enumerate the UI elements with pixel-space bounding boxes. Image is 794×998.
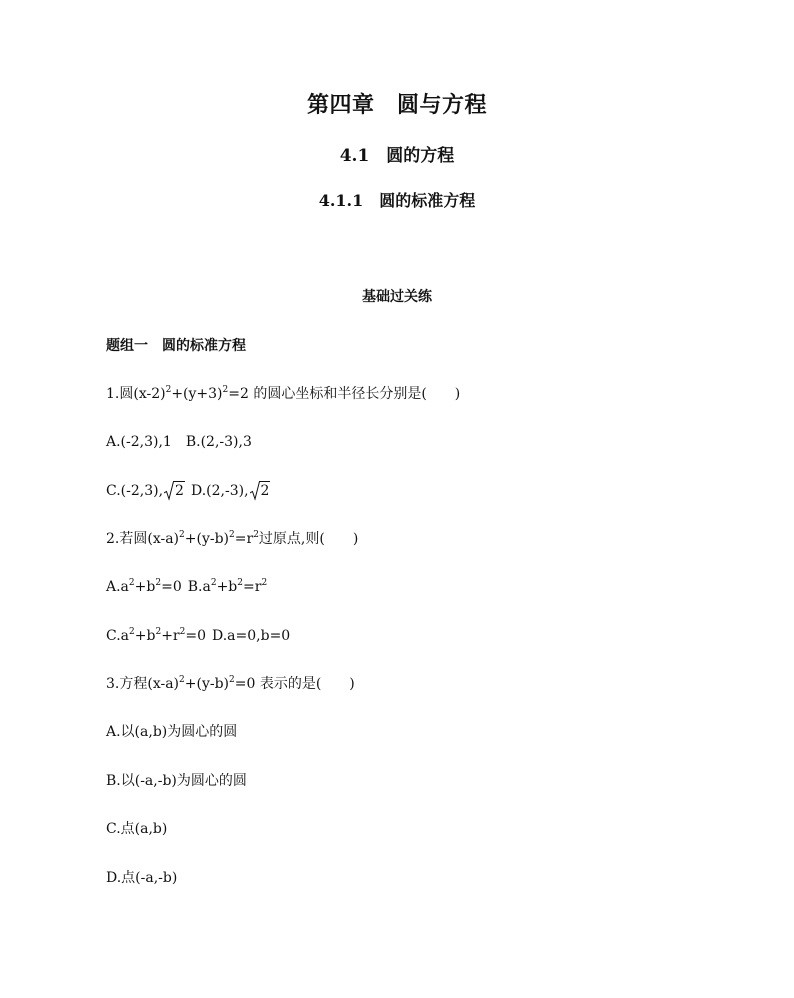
q2-option-c-mid: +b [134, 628, 156, 644]
q2-option-b-mid: +b [216, 579, 238, 595]
q2-exp-3: 2 [253, 530, 259, 540]
question-2-stem [106, 529, 358, 549]
q2-option-d: D.a=0,b=0 [212, 628, 291, 644]
q2-option-c-base: C.a [106, 628, 130, 644]
radical-icon [164, 481, 174, 501]
question-1-options-cd [106, 481, 270, 501]
chapter-title: 第四章 圆与方程 [306, 92, 487, 118]
q2-option-a-end: =0 [161, 579, 182, 595]
q2-option-c-mid2: +r [161, 628, 180, 644]
question-2-options-cd [106, 626, 290, 646]
q1-option-d: D.(2,-3), [190, 483, 249, 499]
question-3-stem [106, 674, 355, 694]
q1-prefix: 1.圆(x-2) [106, 386, 166, 402]
q1-exp-1: 2 [165, 385, 172, 395]
question-2-options-ab [106, 577, 267, 597]
q1-option-c: C.(-2,3), [106, 483, 164, 499]
section-title: 4.1 圆的方程 [339, 146, 455, 166]
q1-suffix: =2 的圆心坐标和半径长分别是( ) [228, 386, 461, 402]
q2-b-exp-2: 2 [237, 578, 243, 588]
q2-option-c-end: =0 [185, 628, 206, 644]
sqrt-2-c [164, 481, 185, 501]
q2-mid2: =r [234, 531, 254, 547]
question-3-option-d: D.点(-a,-b) [106, 870, 178, 886]
q2-c-exp-2: 2 [155, 627, 162, 637]
radical-icon [250, 481, 260, 501]
question-3-option-c: C.点(a,b) [106, 821, 168, 837]
q2-a-exp-1: 2 [128, 578, 135, 588]
q1-mid: +(y+3) [171, 386, 223, 402]
question-3-option-a: A.以(a,b)为圆心的圆 [106, 724, 238, 740]
q2-option-a-base: A.a [106, 579, 129, 595]
q2-exp-2: 2 [229, 530, 235, 540]
group-heading: 题组一 圆的标准方程 [106, 338, 246, 354]
q1-exp-2: 2 [222, 385, 229, 395]
q2-option-b-mid2: =r [243, 579, 262, 595]
q2-mid1: +(y-b) [184, 531, 230, 547]
q2-option-b-base: B.a [187, 579, 211, 595]
q2-suffix: 过原点,则( ) [258, 531, 359, 547]
question-1-stem [106, 384, 460, 404]
q3-suffix: =0 表示的是( ) [234, 676, 355, 692]
q2-b-exp-1: 2 [210, 578, 217, 588]
sqrt-2-d [250, 481, 271, 501]
q2-a-exp-2: 2 [155, 578, 162, 588]
q2-c-exp-3: 2 [179, 627, 186, 637]
q3-exp-1: 2 [179, 675, 185, 685]
q3-mid: +(y-b) [184, 676, 230, 692]
subsection-title: 4.1.1 圆的标准方程 [318, 191, 476, 210]
sqrt-2-c-value: 2 [175, 483, 184, 499]
q2-c-exp-1: 2 [129, 627, 135, 637]
question-3-option-b: B.以(-a,-b)为圆心的圆 [106, 773, 247, 789]
sqrt-2-d-value: 2 [260, 483, 270, 499]
question-1-options-ab: A.(-2,3),1 B.(2,-3),3 [106, 434, 252, 450]
q3-exp-2: 2 [229, 675, 235, 685]
q2-option-a-mid: +b [134, 579, 156, 595]
q3-prefix: 3.方程(x-a) [106, 676, 180, 692]
practice-heading: 基础过关练 [362, 289, 432, 305]
q2-prefix: 2.若圆(x-a) [106, 531, 180, 547]
q2-b-exp-3: 2 [261, 578, 268, 588]
q2-exp-1: 2 [179, 530, 185, 540]
